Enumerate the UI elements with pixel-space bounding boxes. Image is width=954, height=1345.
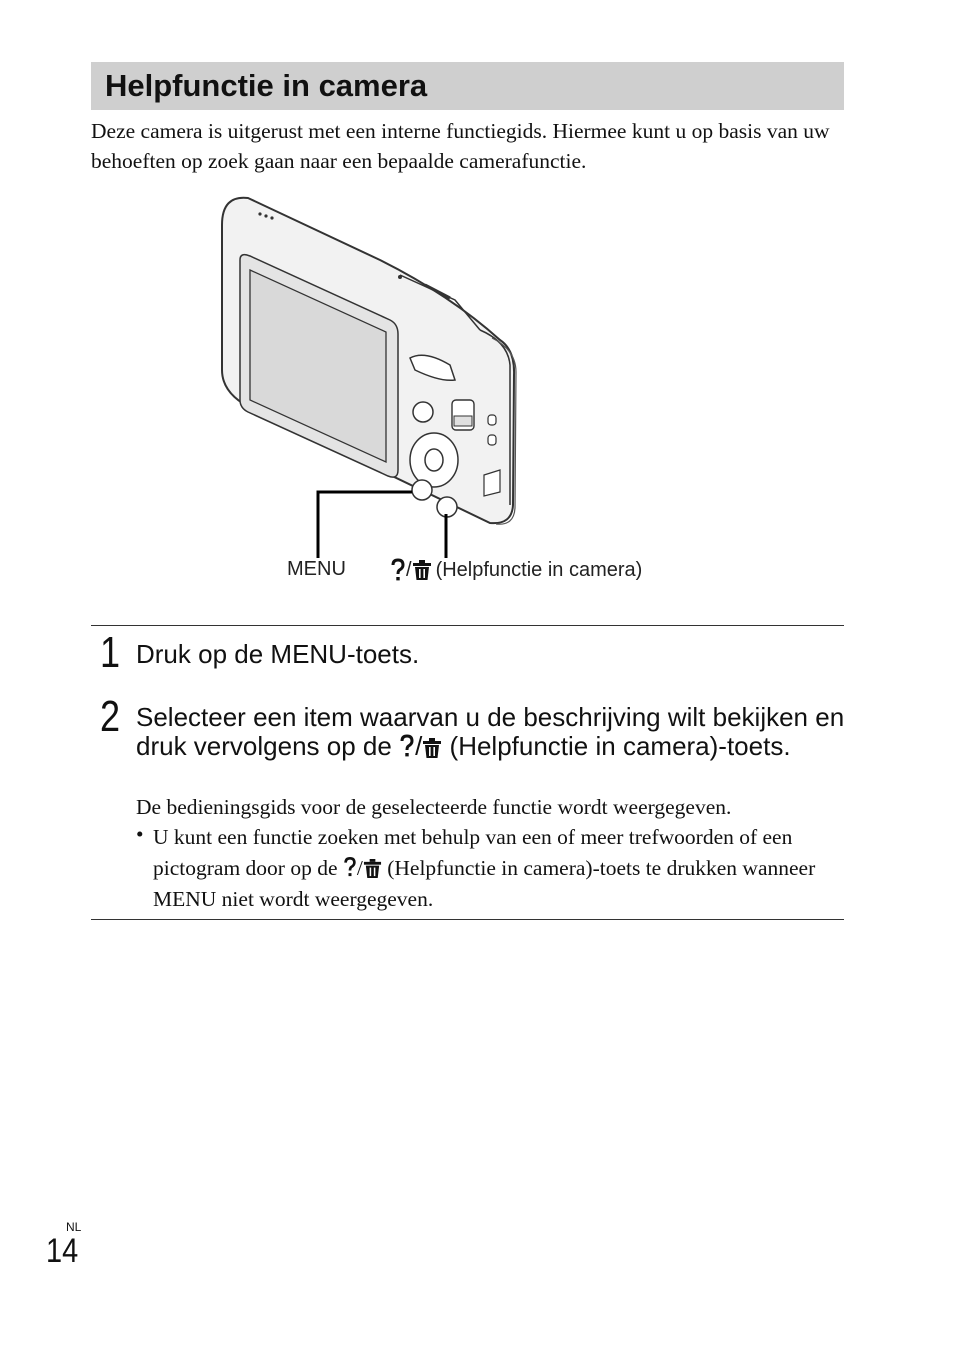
bullet-text-after: (Helpfunctie in camera)-toets te drukken wanneer MENU niet wordt weergegeven.: [153, 856, 816, 911]
question-mark-icon: [343, 855, 357, 879]
trash-icon: [422, 737, 442, 759]
step-2-text-before: Selecteer een item waarvan u de beschrijving wilt bekijken en druk vervolgens op de: [136, 702, 845, 761]
step-2-number: 2: [100, 692, 121, 741]
help-button-caption: / (Helpfunctie in camera): [390, 558, 642, 582]
step-2-note: De bedieningsgids voor de geselecteerde functie wordt weergegeven.: [136, 795, 732, 819]
step-2-text: Selecteer een item waarvan u de beschrijving wilt bekijken en druk vervolgens op de / (Helpfunctie in camera)-toets.: [136, 702, 845, 761]
divider-top: [91, 625, 844, 626]
question-mark-icon: [399, 733, 415, 759]
help-caption-text: (Helpfunctie in camera): [435, 558, 643, 581]
section-title-bar: [91, 62, 844, 110]
bullet-marker: •: [136, 822, 144, 846]
page-number: 14: [46, 1232, 79, 1270]
language-code: NL: [66, 1220, 82, 1234]
step-2-bullet: U kunt een functie zoeken met behulp van een of meer trefwoorden of een pictogram door op de / (Helpfunctie in camera)-toets te drukken wanneer MENU niet wordt weergegeven.: [153, 825, 816, 911]
trash-icon: [363, 858, 382, 879]
divider-bottom: [91, 919, 844, 920]
step-1-number: 1: [100, 628, 121, 677]
bullet-text-before: U kunt een functie zoeken met behulp van een of meer trefwoorden of een pictogram door op de: [153, 825, 793, 880]
menu-button-caption: MENU: [287, 558, 346, 580]
page-title: Helpfunctie in camera: [105, 68, 428, 103]
intro-paragraph: Deze camera is uitgerust met een interne functiegids. Hiermee kunt u op basis van uw behoeften op zoek gaan naar een bepaalde camerafunctie.: [91, 119, 830, 173]
trash-icon: [412, 559, 432, 581]
question-mark-icon: [390, 558, 406, 582]
step-2-text-after: (Helpfunctie in camera)-toets.: [449, 731, 791, 761]
step-1-text: Druk op de MENU-toets.: [136, 639, 420, 669]
camera-illustration: [210, 190, 530, 560]
